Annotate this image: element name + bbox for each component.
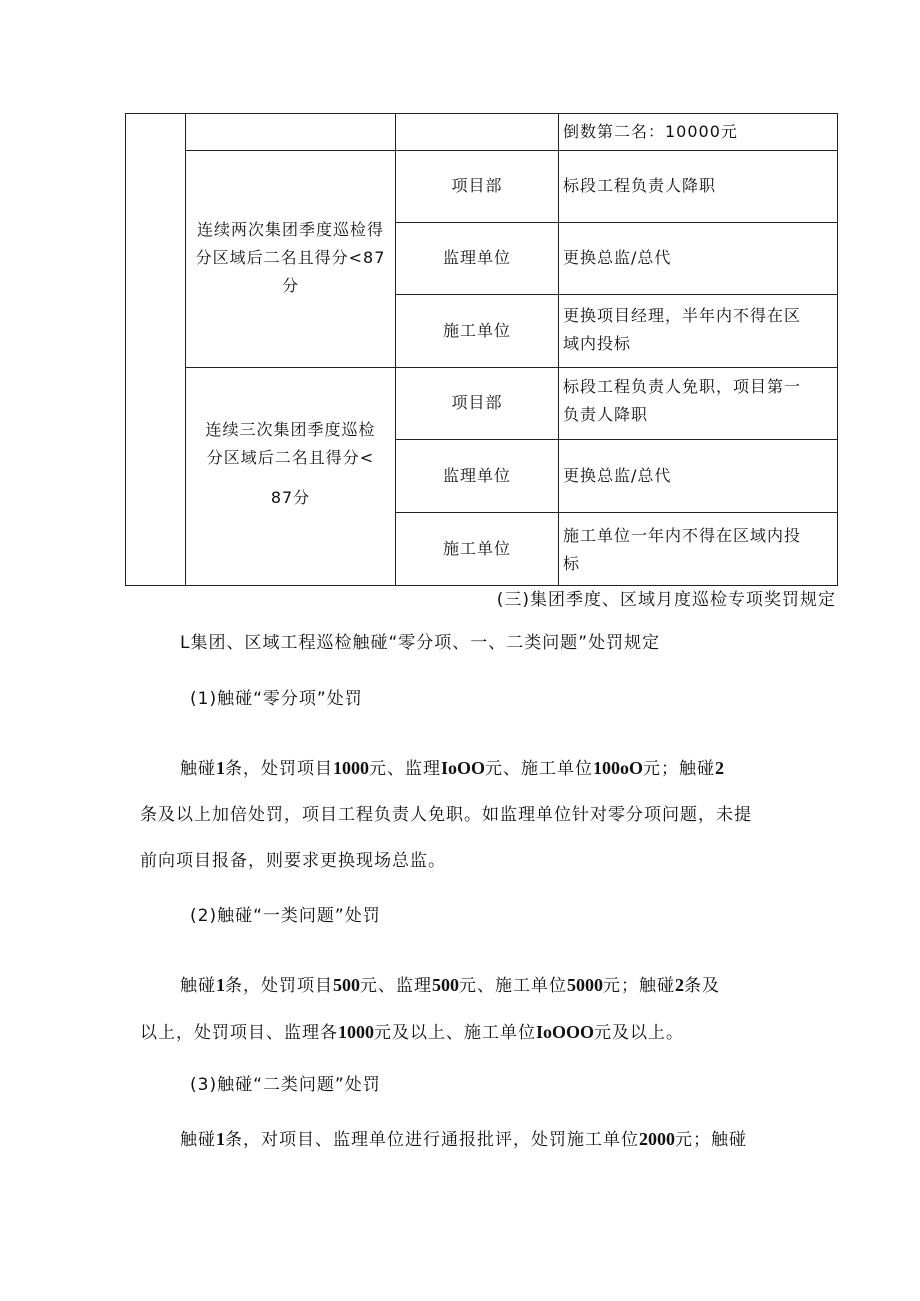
table-cell-result: 更换项目经理，半年内不得在区 域内投标 bbox=[563, 306, 802, 353]
table-cell-result: 更换总监/总代 bbox=[563, 248, 672, 267]
item3-heading: (3)触碰“二类问题”处罚 bbox=[190, 1075, 381, 1095]
section-subtitle: L集团、区域工程巡检触碰“零分项、一、二类问题”处罚规定 bbox=[180, 633, 661, 653]
item1-line-3: 前向项目报备，则要求更换现场总监。 bbox=[140, 851, 446, 871]
table-border-top bbox=[125, 113, 838, 114]
table-divider bbox=[395, 222, 838, 223]
table-divider bbox=[395, 439, 838, 440]
item1-heading: (1)触碰“零分项”处罚 bbox=[190, 689, 363, 709]
item2-line-1: 触碰1条，处罚项目500元、监理500元、施工单位5000元；触碰2条及 bbox=[180, 975, 720, 996]
table-divider bbox=[395, 294, 838, 295]
table-divider bbox=[185, 150, 838, 151]
table-cell-result: 更换总监/总代 bbox=[563, 466, 672, 485]
item3-line-1: 触碰1条，对项目、监理单位进行通报批评，处罚施工单位2000元；触碰 bbox=[180, 1129, 747, 1150]
item2-heading: (2)触碰“一类问题”处罚 bbox=[190, 906, 381, 926]
table-cell-condition: 连续三次集团季度巡检 分区域后二名且得分< 87分 bbox=[205, 420, 376, 507]
table-cell-entity: 监理单位 bbox=[442, 248, 511, 267]
table-cell-result: 施工单位一年内不得在区域内投 标 bbox=[563, 526, 802, 573]
table-cell-entity: 施工单位 bbox=[442, 539, 511, 558]
item2-line-2: 以上，处罚项目、监理各1000元及以上、施工单位IoOOO元及以上。 bbox=[140, 1022, 685, 1043]
table-divider bbox=[395, 512, 838, 513]
table-cell-entity: 施工单位 bbox=[442, 321, 511, 340]
item1-line-2: 条及以上加倍处罚，项目工程负责人免职。如监理单位针对零分项问题，未提 bbox=[140, 805, 752, 825]
table-border-left bbox=[125, 113, 126, 586]
section-title: (三)集团季度、区域月度巡检专项奖罚规定 bbox=[496, 590, 836, 610]
item1-paragraph bbox=[140, 745, 840, 884]
table-cell-result: 标段工程负责人免职，项目第一 负责人降职 bbox=[563, 377, 802, 424]
table-cell-entity: 监理单位 bbox=[442, 466, 511, 485]
table-cell-condition: 连续两次集团季度巡检得 分区域后二名且得分<87 分 bbox=[195, 220, 386, 295]
item3-paragraph bbox=[140, 1116, 860, 1163]
table-cell-entity: 项目部 bbox=[451, 176, 503, 195]
table-cell-result: 标段工程负责人降职 bbox=[563, 176, 717, 195]
table-divider bbox=[558, 113, 559, 586]
table-divider bbox=[185, 113, 186, 586]
table-cell-result: 倒数第二名：10000元 bbox=[563, 122, 738, 141]
item1-line-1: 触碰1条，处罚项目1000元、监理IoOO元、施工单位100oO元；触碰2 bbox=[180, 758, 725, 779]
table-divider bbox=[185, 367, 838, 368]
table-border-right bbox=[837, 113, 838, 586]
table-cell-entity: 项目部 bbox=[451, 393, 503, 412]
item2-paragraph bbox=[140, 962, 860, 1056]
